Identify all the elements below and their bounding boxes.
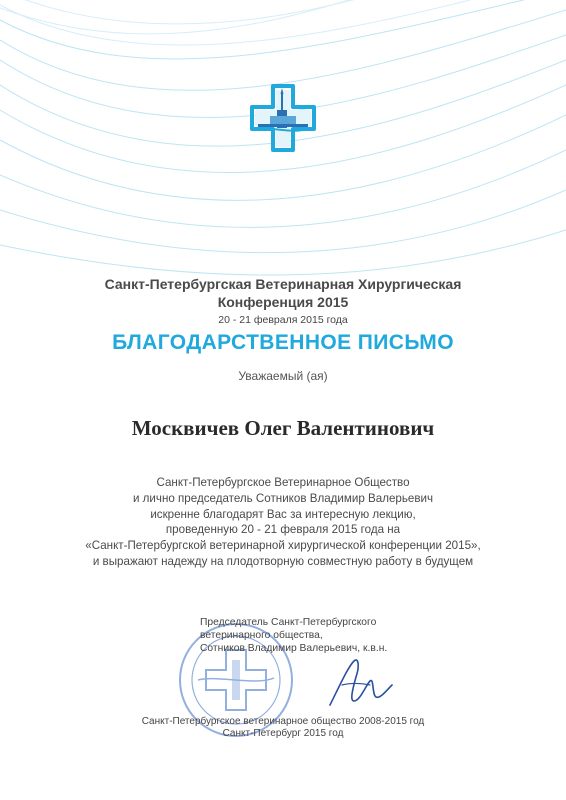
body-line: искренне благодарят Вас за интересную лекцию, <box>150 507 416 521</box>
conference-name <box>0 275 566 311</box>
salutation: Уважаемый (ая) <box>238 369 328 383</box>
conference-dates: 20 - 21 февраля 2015 года <box>218 314 348 326</box>
conference-name-line2: Конференция 2015 <box>217 294 349 310</box>
footer <box>0 716 566 740</box>
footer-line2: Санкт-Петербург 2015 год <box>222 728 344 739</box>
signatory-line1: Председатель Санкт-Петербургского <box>200 617 377 628</box>
body-line: проведенную 20 - 21 февраля 2015 года на <box>165 523 401 537</box>
body-line: и лично председатель Сотников Владимир Валерьевич <box>132 491 434 505</box>
recipient-name: Москвичев Олег Валентинович <box>131 416 435 440</box>
letter-body <box>0 475 566 570</box>
footer-line1: Санкт-Петербургское ветеринарное общество 2008-2015 год <box>141 716 425 727</box>
signatory-line2: ветеринарного общества, <box>200 630 323 641</box>
conference-name-line1: Санкт-Петербургская Ветеринарная Хирургическая <box>104 276 462 292</box>
body-line: Санкт-Петербургское Ветеринарное Общество <box>156 476 410 489</box>
signatory-line3: Сотников Владимир Валерьевич, к.в.н. <box>200 643 388 654</box>
body-line: «Санкт-Петербургской ветеринарной хирургической конференции 2015», <box>85 539 481 553</box>
conference-logo-icon <box>246 82 320 156</box>
handwritten-signature <box>320 655 400 715</box>
body-line: и выражают надежду на плодотворную совместную работу в будущем <box>92 554 474 568</box>
signatory-block <box>200 616 387 655</box>
document-title: БЛАГОДАРСТВЕННОЕ ПИСЬМО <box>112 331 454 354</box>
